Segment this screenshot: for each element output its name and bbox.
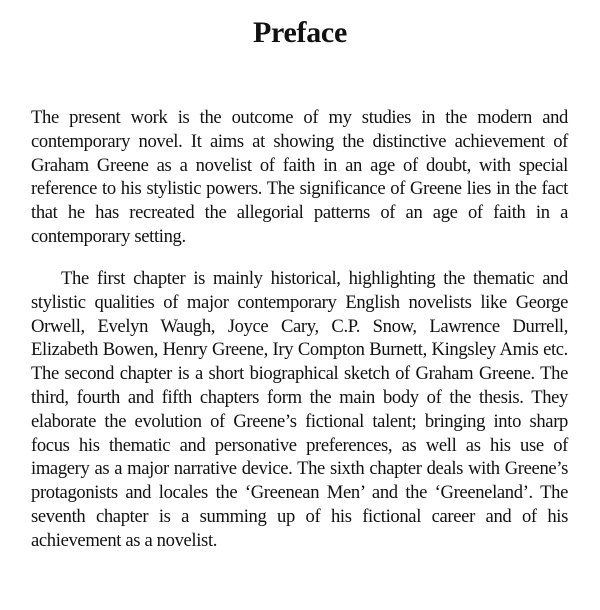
- paragraph-intro: The present work is the outcome of my studies in the modern and contemporary novel. It aims at showing the distinctive achievement of Graham Greene as a novelist of faith in an age of doubt, with special reference to his stylistic powers. The significance of Greene lies in the fact that he has recreated the allegorial patterns of an age of faith in a contemporary setting.: [31, 107, 568, 247]
- page-title: Preface: [253, 16, 347, 49]
- paragraph-chapters: The first chapter is mainly historical, highlighting the thematic and stylistic qualities of major contemporary English novelists like George Orwell, Evelyn Waugh, Joyce Cary, C.P. Snow, Lawrence Durrell, Elizabeth Bowen, Henry Greene, Iry Compton Burnett, Kingsley Amis etc. The second chapter is a short biographical sketch of Graham Greene. The third, fourth and fifth chapters form the main body of the thesis. They elaborate the evolution of Greene’s fictional talent; bringing into sharp focus his thematic and personative preferences, as well as his use of imagery as a major narrative device. The sixth chapter deals with Greene’s protagonists and locales the ‘Greenean Men’ and the ‘Greeneland’. The seventh chapter is a summing up of his fictional career and of his achievement as a novelist.: [31, 268, 568, 551]
